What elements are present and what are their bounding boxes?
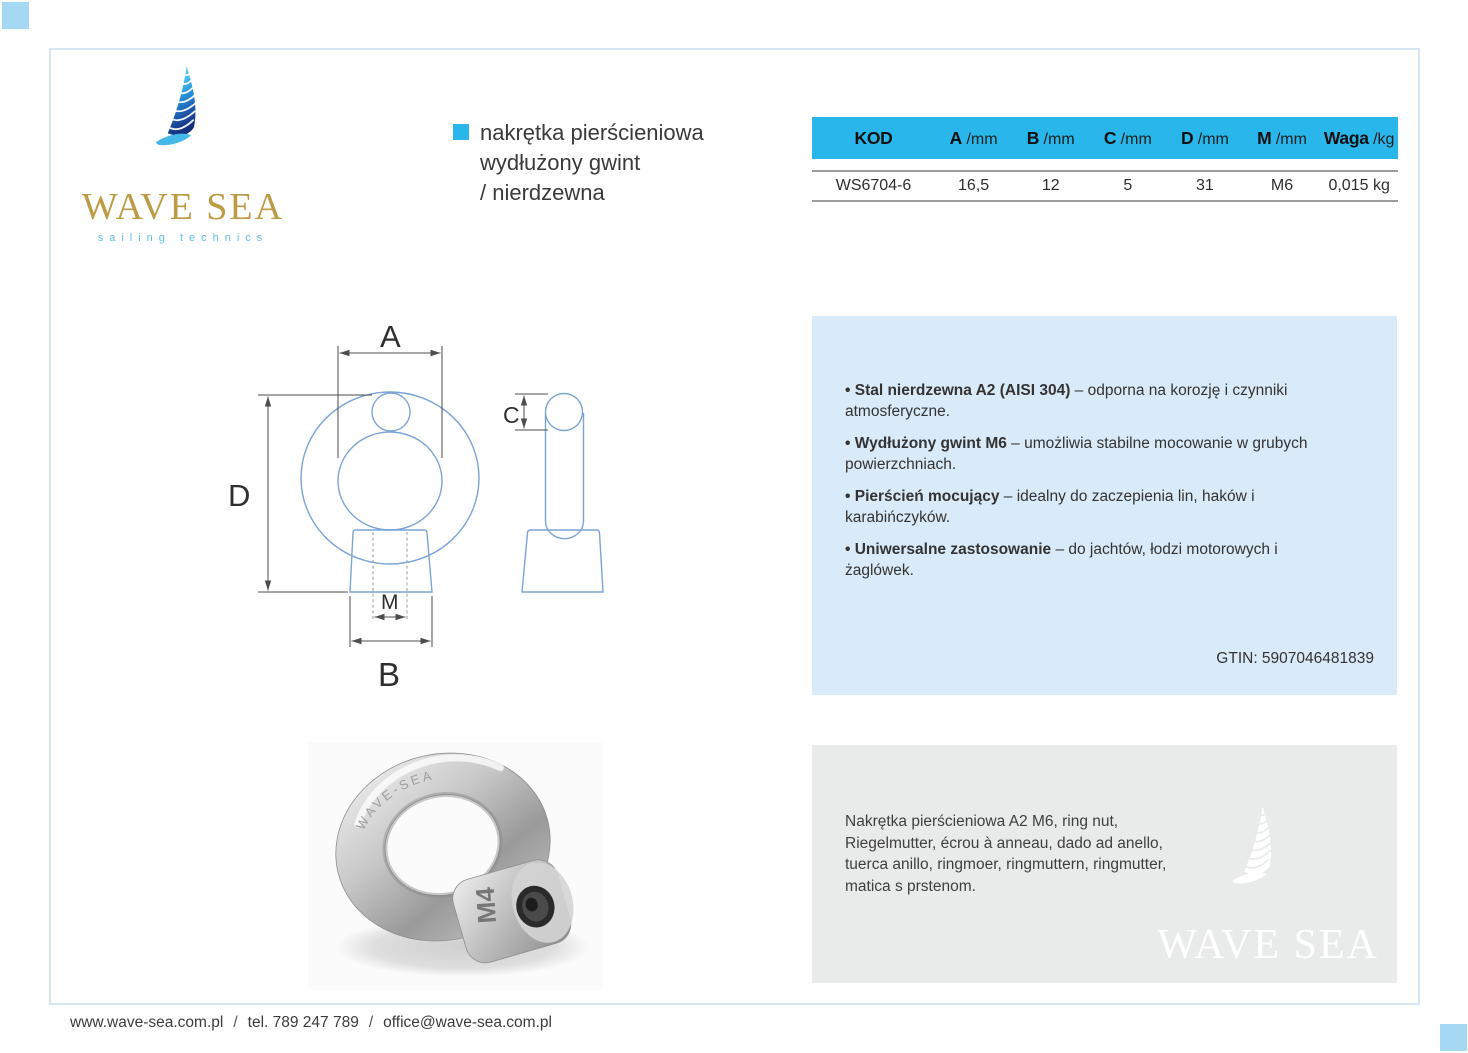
title-bullet-icon: [453, 124, 469, 140]
spec-header-cell-c: C /mm: [1103, 127, 1152, 148]
spec-table-row: [812, 170, 1398, 202]
brand-tagline: sailing technics: [97, 232, 269, 244]
watermark-sail-icon: [1220, 791, 1298, 923]
brand-logo: [72, 54, 294, 244]
dimension-label-a: A: [380, 319, 401, 354]
dimension-label-b: B: [378, 656, 401, 690]
spec-value-d: 31: [1196, 177, 1214, 194]
corner-accent-square: [2, 2, 29, 29]
spec-header-cell-a: A /mm: [949, 127, 998, 148]
spec-value-kod: WS6704-6: [835, 177, 912, 194]
spec-header-cell-m: M /mm: [1257, 127, 1307, 148]
feature-item: • Stal nierdzewna A2 (AISI 304) – odporna na korozję i czynniki atmosferyczne.: [845, 382, 1288, 420]
sail-logo-icon: [143, 54, 223, 182]
spec-header-cell-d: D /mm: [1180, 127, 1229, 148]
spec-value-waga: 0,015 kg: [1328, 177, 1390, 194]
spec-table: [812, 117, 1398, 202]
product-title: [453, 118, 704, 208]
footer: [70, 1014, 552, 1032]
spec-value-m: M6: [1270, 177, 1294, 194]
spec-header-cell-waga: Waga /kg: [1323, 127, 1395, 148]
spec-value-a: 16,5: [958, 177, 990, 194]
technical-drawing: [215, 315, 655, 690]
dimension-label-c: C: [503, 402, 520, 428]
feature-item: • Pierścień mocujący – idealny do zaczepienia lin, haków i karabińczyków.: [845, 488, 1255, 526]
feature-item: • Uniwersalne zastosowanie – do jachtów, łodzi motorowych i żaglówek.: [845, 541, 1278, 579]
footer-separator: /: [368, 1014, 374, 1031]
dimension-label-m: M: [381, 591, 399, 614]
spec-header-cell-kod: KOD: [854, 127, 893, 148]
spec-value-c: 5: [1123, 177, 1133, 194]
description-text: Nakrętka pierścieniowa A2 M6, ring nut, Riegelmutter, écrou à anneau, dado ad anello, tuerca anillo, ringmoer, ringmuttern, ringmutter, matica s prstenom.: [845, 813, 1167, 895]
gtin-label: GTIN: 5907046481839: [1216, 650, 1374, 667]
description-panel: [812, 745, 1397, 983]
spec-table-header: [812, 117, 1398, 159]
footer-separator: /: [233, 1014, 238, 1031]
feature-item: • Wydłużony gwint M6 – umożliwia stabilne mocowanie w grubych powierzchniach.: [845, 435, 1308, 473]
footer-email: office@wave-sea.com.pl: [383, 1014, 552, 1031]
footer-website: www.wave-sea.com.pl: [70, 1014, 224, 1031]
product-photo: [308, 742, 603, 990]
footer-phone: tel. 789 247 789: [247, 1014, 359, 1031]
spec-header-cell-b: B /mm: [1026, 127, 1075, 148]
product-title-line: wydłużony gwint: [480, 150, 641, 175]
photo-stamp-label: M4: [469, 886, 503, 925]
photo-ring-engraving: WAVE-SEA: [352, 767, 436, 833]
brand-name: WAVE SEA: [81, 186, 285, 228]
product-title-line: / nierdzewna: [480, 180, 605, 205]
spec-value-b: 12: [1041, 177, 1060, 194]
features-panel: [812, 316, 1397, 695]
dimension-label-d: D: [228, 478, 251, 513]
watermark-brand-name: WAVE SEA: [1157, 922, 1379, 968]
product-title-line: nakrętka pierścieniowa: [480, 120, 704, 145]
corner-accent-square: [1440, 1024, 1467, 1051]
